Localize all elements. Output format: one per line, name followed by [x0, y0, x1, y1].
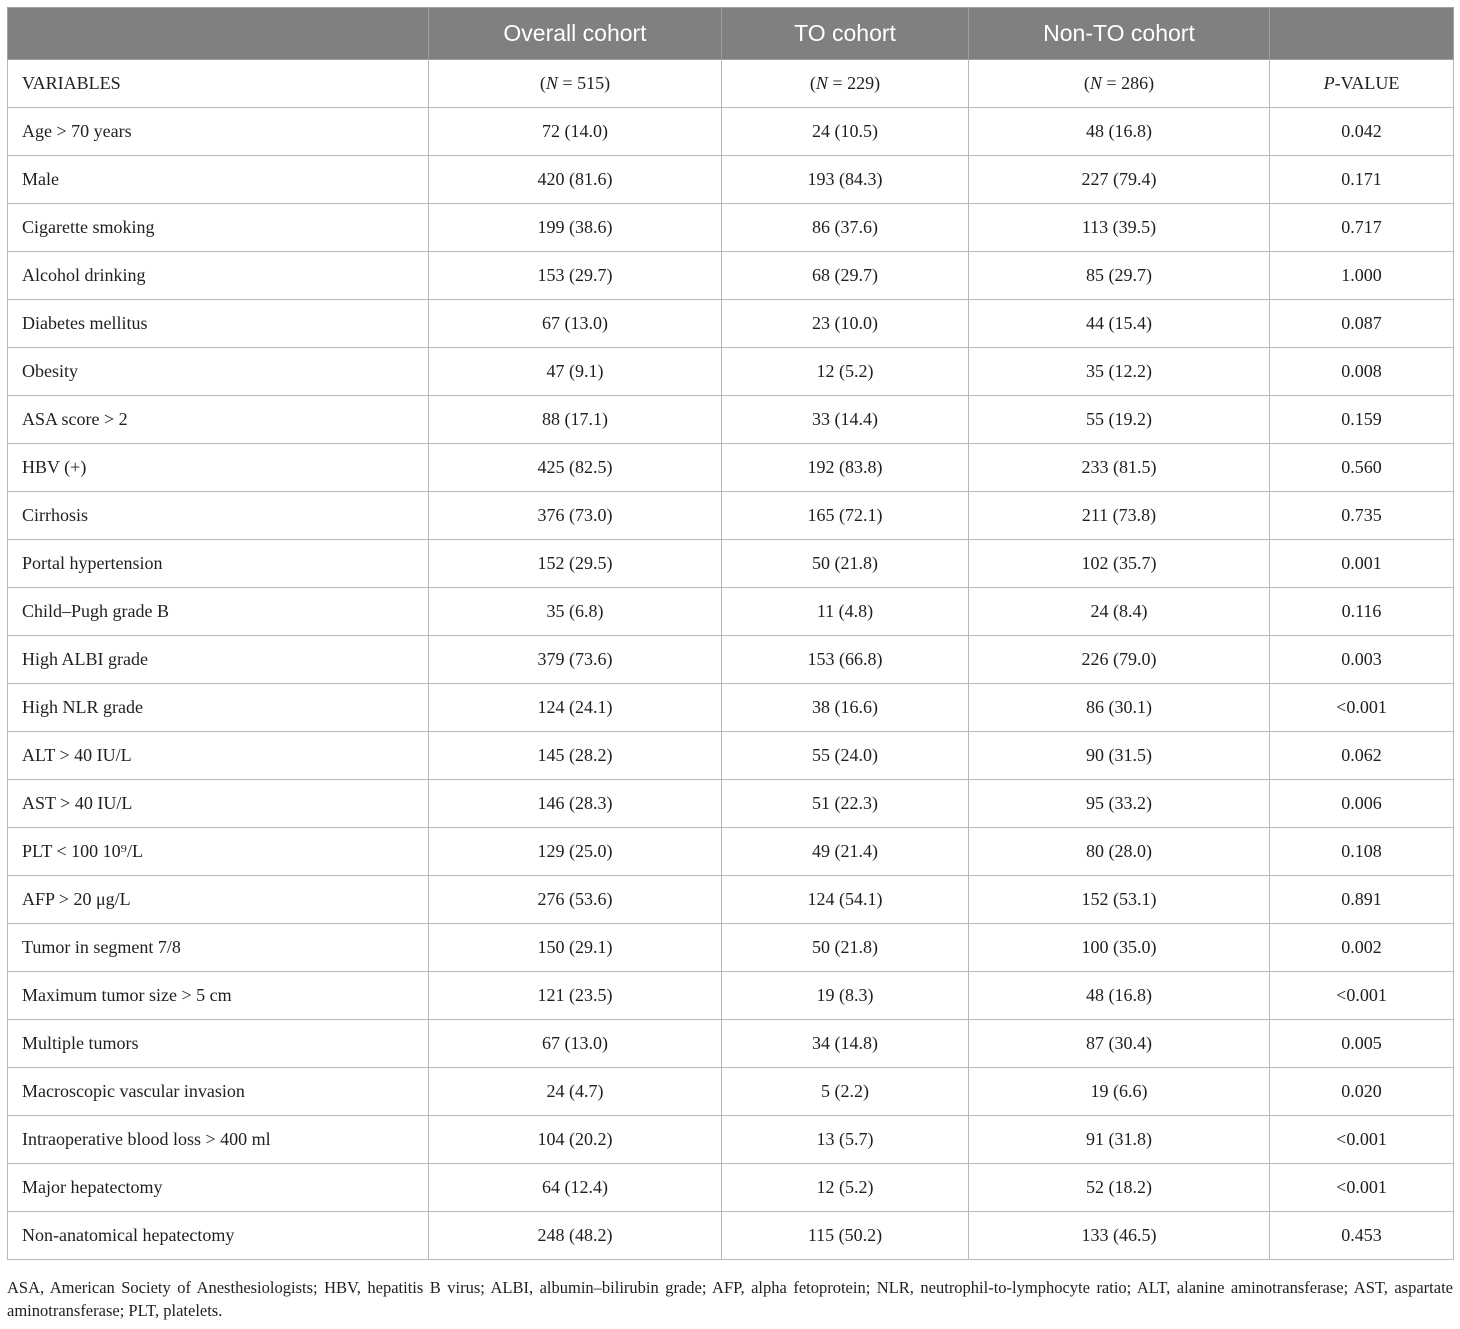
- variable-cell: Maximum tumor size > 5 cm: [8, 972, 429, 1020]
- overall-cell: 379 (73.6): [429, 636, 722, 684]
- to-cell: 68 (29.7): [722, 252, 969, 300]
- table-header-row: [8, 8, 1454, 60]
- non-to-cell: 52 (18.2): [969, 1164, 1270, 1212]
- table-row: [8, 1020, 1454, 1068]
- non-to-cell: 55 (19.2): [969, 396, 1270, 444]
- non-to-cell: 35 (12.2): [969, 348, 1270, 396]
- non-to-cell: 24 (8.4): [969, 588, 1270, 636]
- pvalue-cell: 0.062: [1270, 732, 1454, 780]
- table-row: [8, 684, 1454, 732]
- to-cell: 33 (14.4): [722, 396, 969, 444]
- variable-cell: Macroscopic vascular invasion: [8, 1068, 429, 1116]
- variable-cell: Cirrhosis: [8, 492, 429, 540]
- non-to-cell: 90 (31.5): [969, 732, 1270, 780]
- overall-cell: 420 (81.6): [429, 156, 722, 204]
- pvalue-cell: 0.159: [1270, 396, 1454, 444]
- header-to-cohort: TO cohort: [722, 8, 969, 60]
- to-cell: 11 (4.8): [722, 588, 969, 636]
- table-row: [8, 828, 1454, 876]
- non-to-cell: 100 (35.0): [969, 924, 1270, 972]
- variable-cell: Major hepatectomy: [8, 1164, 429, 1212]
- variable-cell: Tumor in segment 7/8: [8, 924, 429, 972]
- pvalue-cell: 0.005: [1270, 1020, 1454, 1068]
- to-cell: 49 (21.4): [722, 828, 969, 876]
- pvalue-cell: 0.108: [1270, 828, 1454, 876]
- variable-cell: PLT < 100 10⁹/L: [8, 828, 429, 876]
- non-to-cell: 48 (16.8): [969, 972, 1270, 1020]
- to-cell: 38 (16.6): [722, 684, 969, 732]
- overall-cell: 104 (20.2): [429, 1116, 722, 1164]
- overall-cell: 199 (38.6): [429, 204, 722, 252]
- non-to-cell: 133 (46.5): [969, 1212, 1270, 1260]
- non-to-cell: 44 (15.4): [969, 300, 1270, 348]
- overall-cell: 145 (28.2): [429, 732, 722, 780]
- table-row: [8, 300, 1454, 348]
- to-cell: 192 (83.8): [722, 444, 969, 492]
- to-cell: 193 (84.3): [722, 156, 969, 204]
- overall-n: (N = 515): [429, 60, 722, 108]
- overall-cell: 425 (82.5): [429, 444, 722, 492]
- pvalue-cell: 0.008: [1270, 348, 1454, 396]
- pvalue-cell: 0.116: [1270, 588, 1454, 636]
- data-table-container: [7, 7, 1453, 1260]
- pvalue-cell: 0.560: [1270, 444, 1454, 492]
- table-row: [8, 1116, 1454, 1164]
- variable-cell: Cigarette smoking: [8, 204, 429, 252]
- variable-cell: AST > 40 IU/L: [8, 780, 429, 828]
- to-cell: 115 (50.2): [722, 1212, 969, 1260]
- to-cell: 153 (66.8): [722, 636, 969, 684]
- non-to-cell: 91 (31.8): [969, 1116, 1270, 1164]
- variable-cell: Multiple tumors: [8, 1020, 429, 1068]
- overall-cell: 24 (4.7): [429, 1068, 722, 1116]
- overall-cell: 146 (28.3): [429, 780, 722, 828]
- to-cell: 50 (21.8): [722, 540, 969, 588]
- variable-cell: Obesity: [8, 348, 429, 396]
- non-to-cell: 85 (29.7): [969, 252, 1270, 300]
- to-cell: 55 (24.0): [722, 732, 969, 780]
- pvalue-cell: 0.735: [1270, 492, 1454, 540]
- variable-cell: Diabetes mellitus: [8, 300, 429, 348]
- to-cell: 12 (5.2): [722, 1164, 969, 1212]
- pvalue-cell: 0.087: [1270, 300, 1454, 348]
- overall-cell: 153 (29.7): [429, 252, 722, 300]
- to-cell: 24 (10.5): [722, 108, 969, 156]
- table-row: [8, 876, 1454, 924]
- variable-cell: Non-anatomical hepatectomy: [8, 1212, 429, 1260]
- to-cell: 34 (14.8): [722, 1020, 969, 1068]
- overall-cell: 67 (13.0): [429, 300, 722, 348]
- overall-cell: 72 (14.0): [429, 108, 722, 156]
- non-to-cell: 86 (30.1): [969, 684, 1270, 732]
- to-cell: 124 (54.1): [722, 876, 969, 924]
- to-cell: 19 (8.3): [722, 972, 969, 1020]
- pvalue-cell: <0.001: [1270, 684, 1454, 732]
- to-cell: 23 (10.0): [722, 300, 969, 348]
- non-to-cell: 113 (39.5): [969, 204, 1270, 252]
- pvalue-cell: 0.020: [1270, 1068, 1454, 1116]
- pvalue-cell: 0.042: [1270, 108, 1454, 156]
- variable-cell: ASA score > 2: [8, 396, 429, 444]
- non-to-cell: 152 (53.1): [969, 876, 1270, 924]
- non-to-cell: 19 (6.6): [969, 1068, 1270, 1116]
- variable-cell: AFP > 20 μg/L: [8, 876, 429, 924]
- subheader-row: [8, 60, 1454, 108]
- overall-cell: 152 (29.5): [429, 540, 722, 588]
- table-row: [8, 492, 1454, 540]
- variables-label: VARIABLES: [8, 60, 429, 108]
- pvalue-cell: <0.001: [1270, 1164, 1454, 1212]
- non-to-cell: 102 (35.7): [969, 540, 1270, 588]
- overall-cell: 88 (17.1): [429, 396, 722, 444]
- non-to-cell: 95 (33.2): [969, 780, 1270, 828]
- table-row: [8, 636, 1454, 684]
- variable-cell: Child–Pugh grade B: [8, 588, 429, 636]
- pvalue-cell: 0.891: [1270, 876, 1454, 924]
- overall-cell: 64 (12.4): [429, 1164, 722, 1212]
- overall-cell: 129 (25.0): [429, 828, 722, 876]
- overall-cell: 121 (23.5): [429, 972, 722, 1020]
- table-row: [8, 108, 1454, 156]
- to-cell: 51 (22.3): [722, 780, 969, 828]
- variable-cell: Age > 70 years: [8, 108, 429, 156]
- table-body: [8, 60, 1454, 1260]
- overall-cell: 47 (9.1): [429, 348, 722, 396]
- overall-cell: 376 (73.0): [429, 492, 722, 540]
- non-to-cell: 227 (79.4): [969, 156, 1270, 204]
- variable-cell: HBV (+): [8, 444, 429, 492]
- table-footnote: ASA, American Society of Anesthesiologists; HBV, hepatitis B virus; ALBI, albumin–bilirubin grade; AFP, alpha fetoprotein; NLR, neutrophil-to-lymphocyte ratio; ALT, alanine aminotransferase; AST, aspartate aminotransferase; PLT, platelets.: [7, 1278, 1453, 1320]
- table-row: [8, 204, 1454, 252]
- table-row: [8, 588, 1454, 636]
- non-to-n: (N = 286): [969, 60, 1270, 108]
- table-row: [8, 1164, 1454, 1212]
- non-to-cell: 87 (30.4): [969, 1020, 1270, 1068]
- variable-cell: ALT > 40 IU/L: [8, 732, 429, 780]
- overall-cell: 276 (53.6): [429, 876, 722, 924]
- pvalue-cell: <0.001: [1270, 972, 1454, 1020]
- overall-cell: 124 (24.1): [429, 684, 722, 732]
- to-cell: 5 (2.2): [722, 1068, 969, 1116]
- table-row: [8, 396, 1454, 444]
- variable-cell: Portal hypertension: [8, 540, 429, 588]
- table-row: [8, 924, 1454, 972]
- to-cell: 86 (37.6): [722, 204, 969, 252]
- header-pvalue-column: [1270, 8, 1454, 60]
- table-row: [8, 444, 1454, 492]
- non-to-cell: 80 (28.0): [969, 828, 1270, 876]
- to-n: (N = 229): [722, 60, 969, 108]
- overall-cell: 67 (13.0): [429, 1020, 722, 1068]
- table-row: [8, 540, 1454, 588]
- table-row: [8, 156, 1454, 204]
- pvalue-label: P-VALUE: [1270, 60, 1454, 108]
- non-to-cell: 48 (16.8): [969, 108, 1270, 156]
- cohort-characteristics-table: [7, 7, 1454, 1260]
- overall-cell: 150 (29.1): [429, 924, 722, 972]
- table-row: [8, 780, 1454, 828]
- pvalue-cell: 0.001: [1270, 540, 1454, 588]
- to-cell: 13 (5.7): [722, 1116, 969, 1164]
- non-to-cell: 233 (81.5): [969, 444, 1270, 492]
- non-to-cell: 226 (79.0): [969, 636, 1270, 684]
- non-to-cell: 211 (73.8): [969, 492, 1270, 540]
- header-non-to-cohort: Non-TO cohort: [969, 8, 1270, 60]
- header-variable-column: [8, 8, 429, 60]
- overall-cell: 248 (48.2): [429, 1212, 722, 1260]
- table-row: [8, 252, 1454, 300]
- pvalue-cell: 0.006: [1270, 780, 1454, 828]
- variable-cell: High NLR grade: [8, 684, 429, 732]
- to-cell: 165 (72.1): [722, 492, 969, 540]
- variable-cell: Male: [8, 156, 429, 204]
- variable-cell: Alcohol drinking: [8, 252, 429, 300]
- table-row: [8, 348, 1454, 396]
- table-row: [8, 972, 1454, 1020]
- table-row: [8, 732, 1454, 780]
- table-row: [8, 1212, 1454, 1260]
- pvalue-cell: 0.002: [1270, 924, 1454, 972]
- header-overall-cohort: Overall cohort: [429, 8, 722, 60]
- to-cell: 50 (21.8): [722, 924, 969, 972]
- pvalue-cell: 0.453: [1270, 1212, 1454, 1260]
- pvalue-cell: 1.000: [1270, 252, 1454, 300]
- to-cell: 12 (5.2): [722, 348, 969, 396]
- variable-cell: High ALBI grade: [8, 636, 429, 684]
- overall-cell: 35 (6.8): [429, 588, 722, 636]
- table-row: [8, 1068, 1454, 1116]
- pvalue-cell: 0.171: [1270, 156, 1454, 204]
- pvalue-cell: <0.001: [1270, 1116, 1454, 1164]
- variable-cell: Intraoperative blood loss > 400 ml: [8, 1116, 429, 1164]
- pvalue-cell: 0.717: [1270, 204, 1454, 252]
- pvalue-cell: 0.003: [1270, 636, 1454, 684]
